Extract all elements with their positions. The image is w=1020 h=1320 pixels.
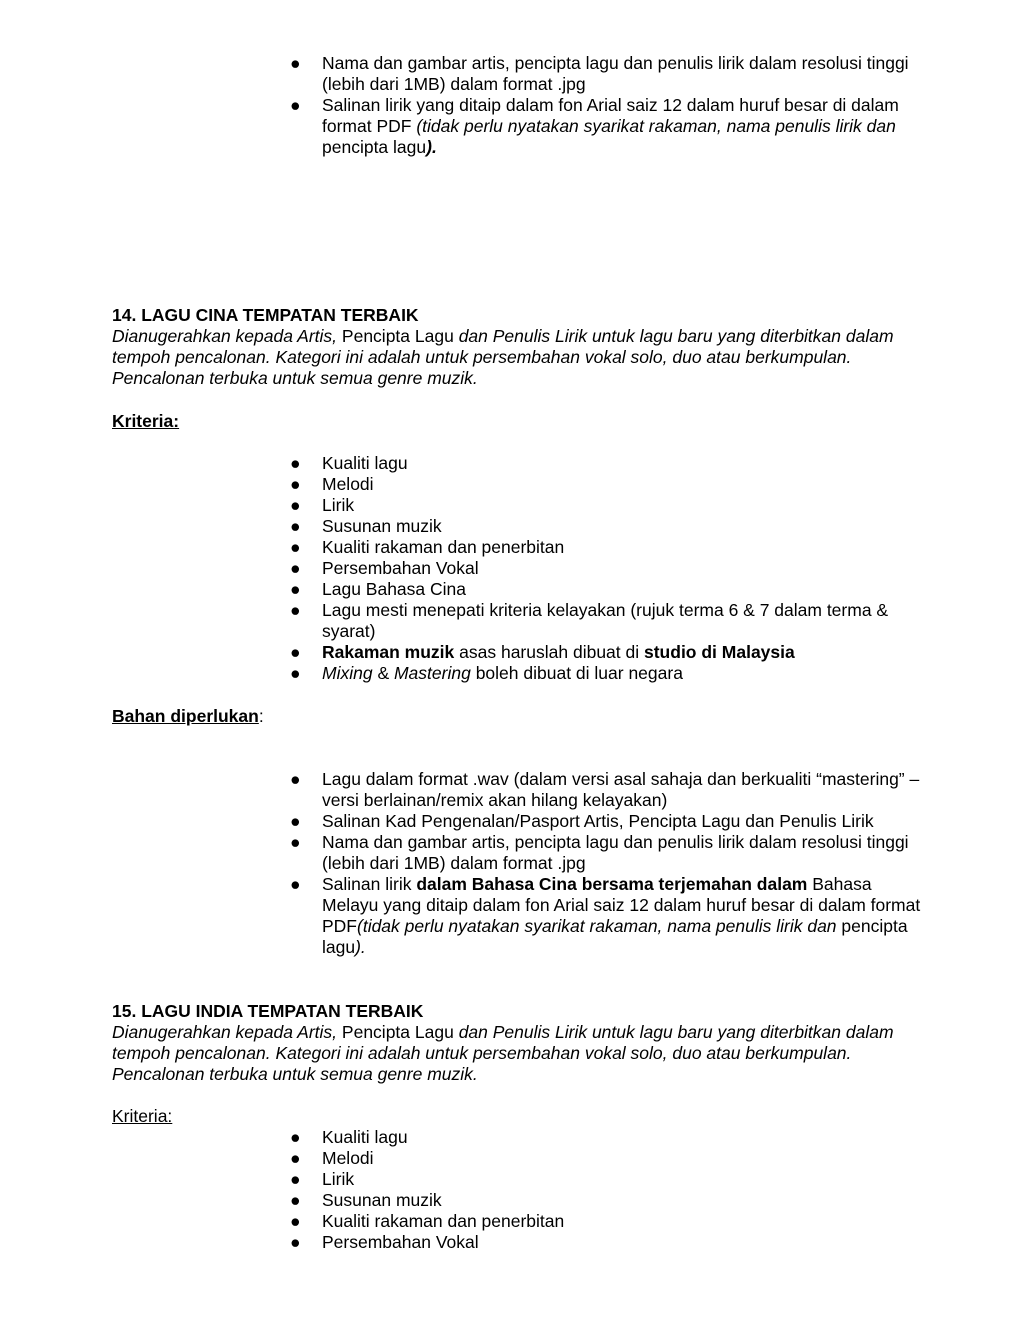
section-14-bahan-label (112, 706, 912, 727)
section-14-description (112, 326, 902, 389)
list-item (290, 1169, 930, 1190)
text-segment: (tidak perlu nyatakan syarikat rakaman, nama penulis lirik dan (357, 916, 842, 936)
list-item (290, 1148, 930, 1169)
bullet-icon: ● (290, 579, 301, 599)
section-14-bahan-colon: : (258, 706, 264, 726)
list-item (290, 453, 930, 474)
bullet-icon: ● (290, 1148, 301, 1168)
text-segment: dan Penulis Lirik untuk lagu baru yang diterbitkan dalam tempoh pencalonan. Kategori ini adalah untuk persembahan vokal solo, duo atau berkumpulan. Pencalonan terbuka untuk semua genre muzik. (112, 1022, 894, 1084)
list-item (290, 537, 930, 558)
bullet-icon: ● (290, 1127, 301, 1147)
text-segment: Kualiti lagu (322, 453, 408, 473)
list-item (290, 1127, 930, 1148)
text-segment: studio di Malaysia (644, 642, 795, 662)
list-item (290, 495, 930, 516)
list-item (290, 642, 930, 663)
list-item (290, 811, 930, 832)
bullet-icon: ● (290, 874, 301, 894)
bullet-icon: ● (290, 53, 301, 73)
bullet-icon: ● (290, 832, 301, 852)
text-segment: & (372, 663, 394, 683)
bullet-icon: ● (290, 1232, 301, 1252)
section-15-kriteria-label: Kriteria: (112, 1106, 173, 1126)
text-segment: Kualiti lagu (322, 1127, 408, 1147)
text-segment: Susunan muzik (322, 516, 442, 536)
bullet-icon: ● (290, 516, 301, 536)
text-segment: pencipta lagu (322, 137, 427, 157)
text-segment: dan Penulis Lirik untuk lagu baru yang diterbitkan dalam tempoh pencalonan. Kategori ini adalah untuk persembahan vokal solo, duo atau berkumpulan. Pencalonan terbuka untuk semua genre muzik. (112, 326, 894, 388)
bullet-icon: ● (290, 1190, 301, 1210)
bullet-icon: ● (290, 1169, 301, 1189)
bullet-icon: ● (290, 1211, 301, 1231)
text-segment: Mastering (393, 663, 471, 683)
text-segment: Salinan lirik yang ditaip dalam fon Arial saiz 12 dalam huruf besar di dalam format PDF (322, 95, 899, 136)
text-segment: Persembahan Vokal (322, 558, 479, 578)
text-segment: Dianugerahkan kepada Artis, (112, 1022, 342, 1042)
list-item (290, 579, 930, 600)
bullet-icon: ● (290, 537, 301, 557)
text-segment: Susunan muzik (322, 1190, 442, 1210)
list-item (290, 832, 930, 874)
list-item (290, 769, 930, 811)
list-item (290, 558, 930, 579)
list-item (290, 95, 930, 158)
section-14-kriteria-list (290, 453, 930, 684)
text-segment: Lagu Bahasa Cina (322, 579, 466, 599)
top-list (290, 53, 930, 158)
bullet-icon: ● (290, 769, 301, 789)
bullet-icon: ● (290, 558, 301, 578)
list-item (290, 1211, 930, 1232)
bullet-icon: ● (290, 474, 301, 494)
text-segment: Rakaman muzik (322, 642, 455, 662)
text-segment: ). (355, 937, 366, 957)
section-14-kriteria-label: Kriteria: (112, 411, 180, 431)
list-item (290, 474, 930, 495)
section-14-bahan-text: Bahan diperlukan (112, 706, 259, 726)
bullet-icon: ● (290, 663, 301, 683)
text-segment: Melodi (322, 474, 374, 494)
bullet-icon: ● (290, 453, 301, 473)
text-segment: Lirik (322, 495, 355, 515)
text-segment: Kualiti rakaman dan penerbitan (322, 537, 565, 557)
text-segment: Pencipta Lagu (341, 326, 459, 346)
text-segment: Mixing (322, 663, 373, 683)
text-segment: Lagu mesti menepati kriteria kelayakan (rujuk terma 6 & 7 dalam terma & syarat) (322, 600, 889, 641)
text-segment: Kualiti rakaman dan penerbitan (322, 1211, 565, 1231)
bullet-icon: ● (290, 811, 301, 831)
text-segment: Salinan lirik (322, 874, 417, 894)
text-segment: Persembahan Vokal (322, 1232, 479, 1252)
list-item (290, 1232, 930, 1253)
list-item (290, 663, 930, 684)
text-segment: Nama dan gambar artis, pencipta lagu dan penulis lirik dalam resolusi tinggi (lebih dari 1MB) dalam format .jpg (322, 53, 909, 94)
bullet-icon: ● (290, 600, 301, 620)
text-segment: Dianugerahkan kepada Artis, (112, 326, 342, 346)
list-item (290, 516, 930, 537)
section-15-title: 15. LAGU INDIA TEMPATAN TERBAIK (112, 1001, 424, 1021)
text-segment: Lagu dalam format .wav (dalam versi asal sahaja dan berkualiti “mastering” – versi berlainan/remix akan hilang kelayakan) (322, 769, 920, 810)
text-segment: pencipta lagu (322, 916, 908, 957)
list-item (290, 1190, 930, 1211)
list-item (290, 600, 930, 642)
list-item (290, 874, 930, 958)
section-15-kriteria-list (290, 1127, 930, 1253)
text-segment: Nama dan gambar artis, pencipta lagu dan penulis lirik dalam resolusi tinggi (lebih dari 1MB) dalam format .jpg (322, 832, 909, 873)
bullet-icon: ● (290, 642, 301, 662)
section-15-description (112, 1022, 902, 1085)
text-segment: (tidak perlu nyatakan syarikat rakaman, nama penulis lirik dan (416, 116, 896, 136)
text-segment: dalam Bahasa Cina bersama terjemahan dalam (416, 874, 808, 894)
section-14-title: 14. LAGU CINA TEMPATAN TERBAIK (112, 305, 419, 325)
text-segment: Pencipta Lagu (341, 1022, 459, 1042)
text-segment: boleh dibuat di luar negara (470, 663, 683, 683)
text-segment: Melodi (322, 1148, 374, 1168)
bullet-icon: ● (290, 495, 301, 515)
bullet-icon: ● (290, 95, 301, 115)
text-segment: Bahasa Melayu yang ditaip dalam fon Arial saiz 12 dalam huruf besar di dalam format PDF (322, 874, 921, 936)
list-item (290, 53, 930, 95)
text-segment: Lirik (322, 1169, 355, 1189)
text-segment: asas haruslah dibuat di (454, 642, 644, 662)
text-segment: Salinan Kad Pengenalan/Pasport Artis, Pencipta Lagu dan Penulis Lirik (322, 811, 874, 831)
section-14-bahan-list (290, 769, 930, 958)
text-segment: ). (426, 137, 437, 157)
